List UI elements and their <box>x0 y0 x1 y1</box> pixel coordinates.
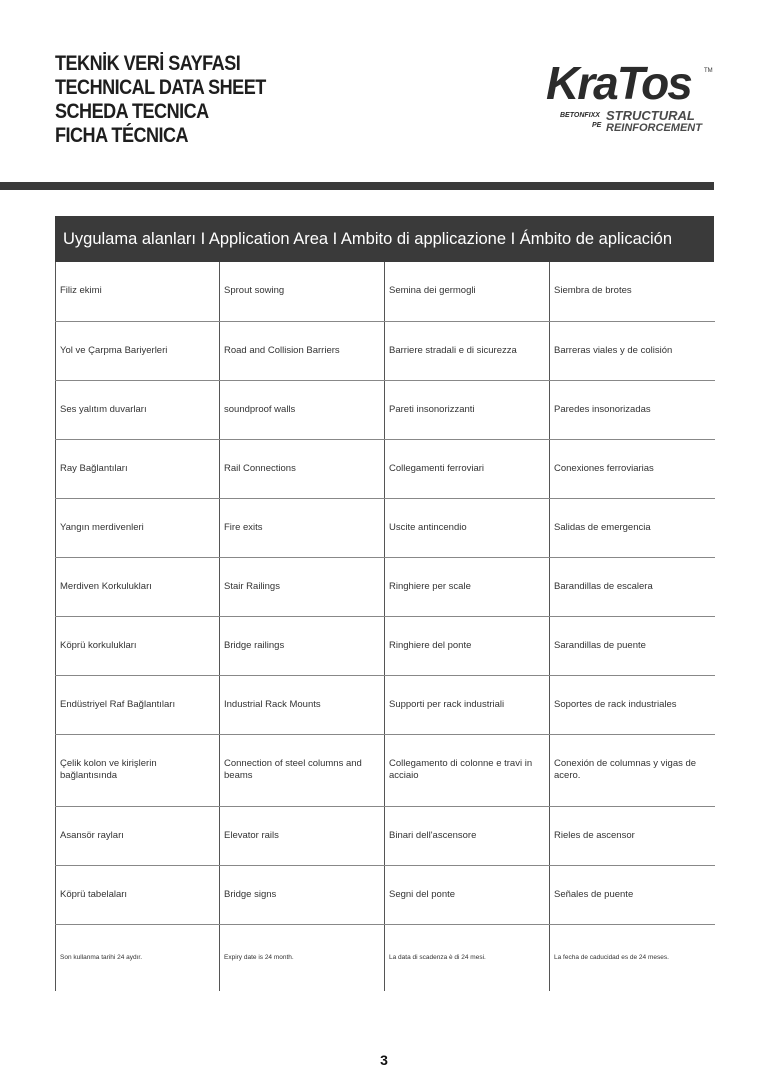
table-row <box>56 734 715 806</box>
cell-it: Semina dei germogli <box>385 262 550 321</box>
cell-es: Siembra de brotes <box>550 262 715 321</box>
cell-es: Conexiones ferroviarias <box>550 439 715 498</box>
table-row <box>56 675 715 734</box>
logo-betonfixx: BETONFIXX <box>560 112 600 119</box>
cell-es: Soportes de rack industriales <box>550 675 715 734</box>
title-italian: SCHEDA TECNICA <box>55 100 209 123</box>
table-row <box>56 806 715 865</box>
table-row <box>56 865 715 924</box>
table-row <box>56 262 715 321</box>
cell-it: Collegamento di colonne e travi in acciaio <box>385 734 550 806</box>
cell-tr: Endüstriyel Raf Bağlantıları <box>56 675 220 734</box>
cell-it: Uscite antincendio <box>385 498 550 557</box>
header-divider <box>0 182 714 190</box>
application-table-body <box>55 262 715 991</box>
logo-trademark: TM <box>704 68 713 74</box>
cell-tr: Son kullanma tarihi 24 aydır. <box>56 924 220 991</box>
table-row <box>56 439 715 498</box>
document-titles <box>55 52 266 148</box>
cell-en: Bridge signs <box>220 865 385 924</box>
cell-tr: Çelik kolon ve kirişlerin bağlantısında <box>56 734 220 806</box>
cell-es: Señales de puente <box>550 865 715 924</box>
cell-es: La fecha de caducidad es de 24 meses. <box>550 924 715 991</box>
table-row <box>56 924 715 991</box>
table-row <box>56 321 715 380</box>
cell-it: Ringhiere per scale <box>385 557 550 616</box>
cell-tr: Yangın merdivenleri <box>56 498 220 557</box>
cell-en: Elevator rails <box>220 806 385 865</box>
cell-en: Industrial Rack Mounts <box>220 675 385 734</box>
cell-tr: Merdiven Korkulukları <box>56 557 220 616</box>
cell-it: La data di scadenza è di 24 mesi. <box>385 924 550 991</box>
cell-es: Rieles de ascensor <box>550 806 715 865</box>
table-row <box>56 616 715 675</box>
cell-it: Ringhiere del ponte <box>385 616 550 675</box>
logo-wordmark: KraTos <box>546 57 691 109</box>
title-spanish: FICHA TÉCNICA <box>55 124 189 147</box>
cell-it: Pareti insonorizzanti <box>385 380 550 439</box>
title-turkish: TEKNİK VERİ SAYFASI <box>55 52 241 75</box>
kratos-logo <box>540 52 720 142</box>
cell-en: Expiry date is 24 month. <box>220 924 385 991</box>
logo-structural: STRUCTURAL <box>606 108 695 123</box>
cell-en: Road and Collision Barriers <box>220 321 385 380</box>
table-row <box>56 498 715 557</box>
cell-tr: Filiz ekimi <box>56 262 220 321</box>
cell-it: Supporti per rack industriali <box>385 675 550 734</box>
logo-pe: PE <box>592 122 602 129</box>
cell-es: Barandillas de escalera <box>550 557 715 616</box>
cell-en: Rail Connections <box>220 439 385 498</box>
cell-es: Paredes insonorizadas <box>550 380 715 439</box>
cell-it: Segni del ponte <box>385 865 550 924</box>
cell-es: Barreras viales y de colisión <box>550 321 715 380</box>
title-english: TECHNICAL DATA SHEET <box>55 76 266 99</box>
logo-reinforcement: REINFORCEMENT <box>606 122 702 134</box>
cell-tr: Köprü korkulukları <box>56 616 220 675</box>
cell-it: Collegamenti ferroviari <box>385 439 550 498</box>
cell-tr: Ses yalıtım duvarları <box>56 380 220 439</box>
cell-it: Binari dell'ascensore <box>385 806 550 865</box>
cell-es: Sarandillas de puente <box>550 616 715 675</box>
cell-tr: Yol ve Çarpma Bariyerleri <box>56 321 220 380</box>
cell-en: Bridge railings <box>220 616 385 675</box>
cell-tr: Köprü tabelaları <box>56 865 220 924</box>
cell-en: Sprout sowing <box>220 262 385 321</box>
table-row <box>56 380 715 439</box>
page-number: 3 <box>380 1052 388 1068</box>
cell-en: Connection of steel columns and beams <box>220 734 385 806</box>
cell-en: soundproof walls <box>220 380 385 439</box>
cell-tr: Asansör rayları <box>56 806 220 865</box>
cell-en: Fire exits <box>220 498 385 557</box>
cell-it: Barriere stradali e di sicurezza <box>385 321 550 380</box>
table-row <box>56 557 715 616</box>
cell-tr: Ray Bağlantıları <box>56 439 220 498</box>
cell-es: Conexión de columnas y vigas de acero. <box>550 734 715 806</box>
table-heading: Uygulama alanları I Application Area I Ambito di applicazione I Ámbito de aplicación <box>55 216 714 262</box>
application-area-table <box>55 216 714 991</box>
cell-es: Salidas de emergencia <box>550 498 715 557</box>
cell-en: Stair Railings <box>220 557 385 616</box>
